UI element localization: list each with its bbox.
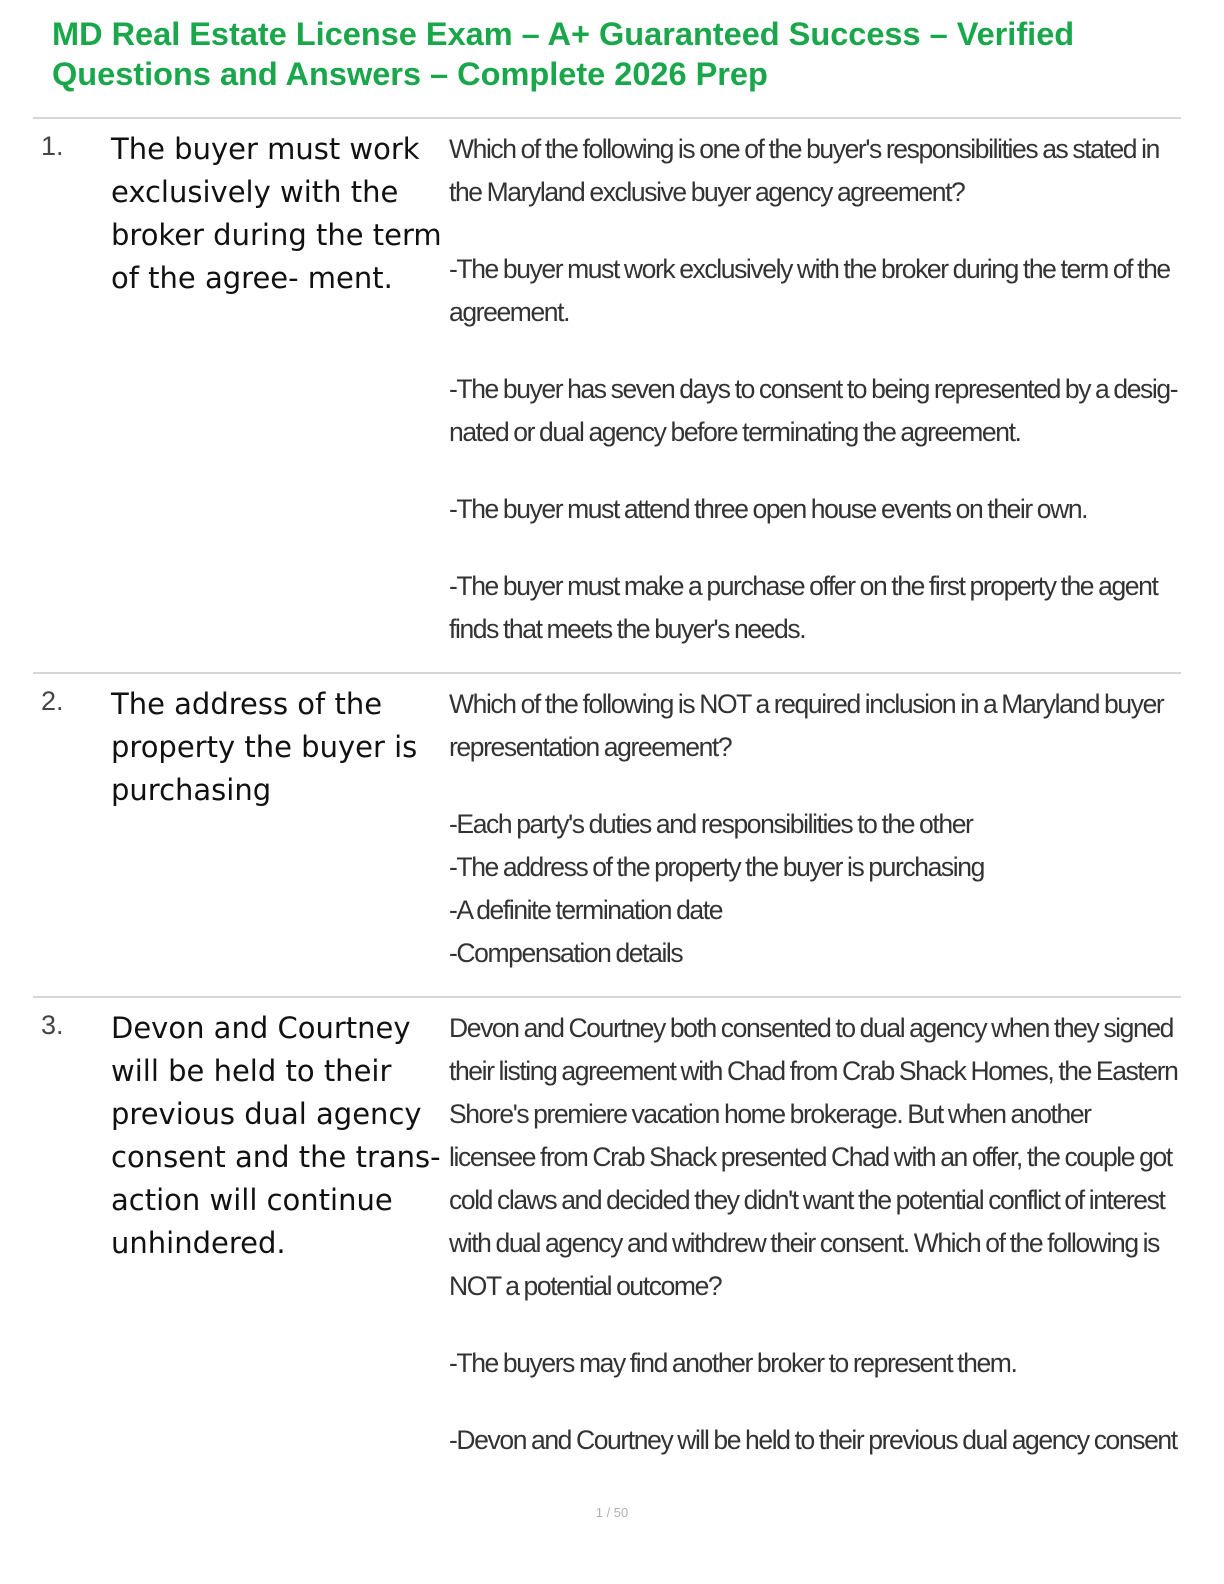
flashcard-1 [33, 119, 1181, 674]
option-line: -A definite termination date [449, 895, 723, 925]
page-number: 1 / 50 [595, 1505, 629, 1520]
flashcard-3 [33, 998, 1181, 1468]
option-line: -The address of the property the buyer is purchasing [449, 852, 984, 882]
card-number: 2. [41, 686, 64, 716]
flashcard-2 [33, 674, 1181, 998]
spacer [449, 769, 1179, 803]
flashcard-list [33, 119, 1181, 1468]
option-line: -The buyer must work exclusively with the broker during the term of the agreement. [449, 254, 1170, 327]
card-question [449, 683, 1179, 975]
option-line: -Each party's duties and responsibilities to the other [449, 809, 973, 839]
spacer [449, 454, 1179, 488]
spacer [449, 334, 1179, 368]
spacer [449, 531, 1179, 565]
option-line: -Compensation details [449, 938, 683, 968]
card-number: 1. [41, 131, 64, 161]
option-line: -The buyer has seven days to consent to being represented by a desig- nated or dual agency before terminating the agreement. [449, 374, 1178, 447]
spacer [449, 214, 1179, 248]
option-line: -Devon and Courtney will be held to their previous dual agency consent [449, 1425, 1177, 1455]
card-answer: The address of the property the buyer is purchasing [111, 687, 418, 807]
card-question [449, 1007, 1179, 1462]
card-answer: The buyer must work exclusively with the broker during the term of the agree- ment. [111, 132, 442, 295]
question-line: Which of the following is one of the buyer's responsibilities as stated in the Maryland exclusive buyer agency agreement? [449, 134, 1159, 207]
option-line: -The buyers may find another broker to represent them. [449, 1348, 1017, 1378]
card-number: 3. [41, 1010, 64, 1040]
card-answer: Devon and Courtney will be held to their previous dual agency consent and the trans- action will continue unhindered. [111, 1011, 441, 1260]
option-line: -The buyer must make a purchase offer on the first property the agent finds that meets the buyer's needs. [449, 571, 1158, 644]
option-line: -The buyer must attend three open house events on their own. [449, 494, 1088, 524]
document-title: MD Real Estate License Exam – A+ Guaranteed Success – Verified Questions and Answers – Complete 2026 Prep [52, 16, 1075, 92]
question-line: Devon and Courtney both consented to dual agency when they signed their listing agreement with Chad from Crab Shack Homes, the Eastern Shore's premiere vacation home brokerage. But when another licensee from Crab Shack presented Chad with an offer, the couple got cold claws and decided they didn't want the potential conflict of interest with dual agency and withdrew their consent. Which of the following is NOT a potential outcome? [449, 1013, 1178, 1301]
question-line: Which of the following is NOT a required inclusion in a Maryland buyer representation agreement? [449, 689, 1164, 762]
spacer [449, 1308, 1179, 1342]
card-question [449, 128, 1179, 651]
spacer [449, 1385, 1179, 1419]
